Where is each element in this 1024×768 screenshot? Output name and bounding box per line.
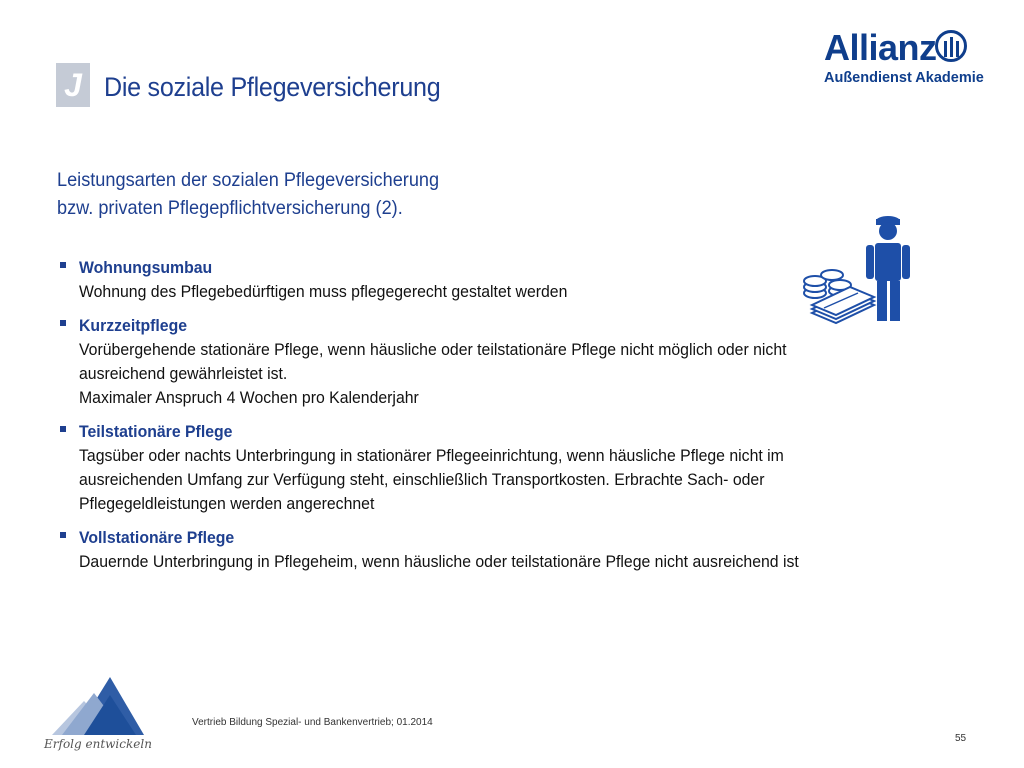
logo-name: Allianz bbox=[824, 27, 937, 68]
benefit-list bbox=[60, 256, 960, 584]
footer-slogan: Erfolg entwickeln bbox=[44, 737, 152, 751]
item-heading: Vollstationäre Pflege bbox=[79, 528, 235, 547]
item-text: Tagsüber oder nachts Unterbringung in stationärer Pflegeeinrichtung, wenn häusliche Pflege nicht im bbox=[79, 446, 784, 465]
page-title: Die soziale Pflegeversicherung bbox=[104, 72, 441, 102]
subtitle-line: bzw. privaten Pflegepflichtversicherung (2). bbox=[57, 197, 403, 219]
item-heading: Teilstationäre Pflege bbox=[79, 422, 233, 441]
bullet-marker bbox=[60, 426, 66, 432]
footer-text: Vertrieb Bildung Spezial- und Bankenvertrieb; 01.2014 bbox=[192, 717, 433, 728]
list-item bbox=[60, 526, 960, 574]
bullet-marker bbox=[60, 262, 66, 268]
item-text: Vorübergehende stationäre Pflege, wenn häusliche oder teilstationäre Pflege nicht möglich oder nicht bbox=[79, 340, 787, 359]
item-text: Maximaler Anspruch 4 Wochen pro Kalenderjahr bbox=[79, 388, 419, 407]
item-text: Wohnung des Pflegebedürftigen muss pflegegerecht gestaltet werden bbox=[79, 282, 568, 301]
item-text: ausreichend gewährleistet ist. bbox=[79, 364, 288, 383]
mountain-icon bbox=[44, 673, 154, 743]
section-subtitle bbox=[57, 166, 439, 222]
item-heading: Kurzzeitpflege bbox=[79, 316, 188, 335]
page-number: 55 bbox=[955, 733, 967, 744]
list-item bbox=[60, 256, 960, 304]
item-heading: Wohnungsumbau bbox=[79, 258, 213, 277]
bullet-marker bbox=[60, 320, 66, 326]
bullet-marker bbox=[60, 532, 66, 538]
list-item bbox=[60, 420, 960, 516]
item-text: Dauernde Unterbringung in Pflegeheim, wenn häusliche oder teilstationäre Pflege nicht ausreichend ist bbox=[79, 552, 799, 571]
section-badge: J bbox=[56, 63, 90, 107]
item-text: ausreichenden Umfang zur Verfügung steht, einschließlich Transportkosten. Erbrachte Sach- oder bbox=[79, 470, 765, 489]
logo-subtitle: Außendienst Akademie bbox=[824, 70, 984, 86]
allianz-logo bbox=[824, 27, 984, 88]
item-text: Pflegegeldleistungen werden angerechnet bbox=[79, 494, 375, 513]
subtitle-line: Leistungsarten der sozialen Pflegeversicherung bbox=[57, 169, 440, 191]
allianz-eagle-icon bbox=[935, 30, 967, 62]
list-item bbox=[60, 314, 960, 410]
